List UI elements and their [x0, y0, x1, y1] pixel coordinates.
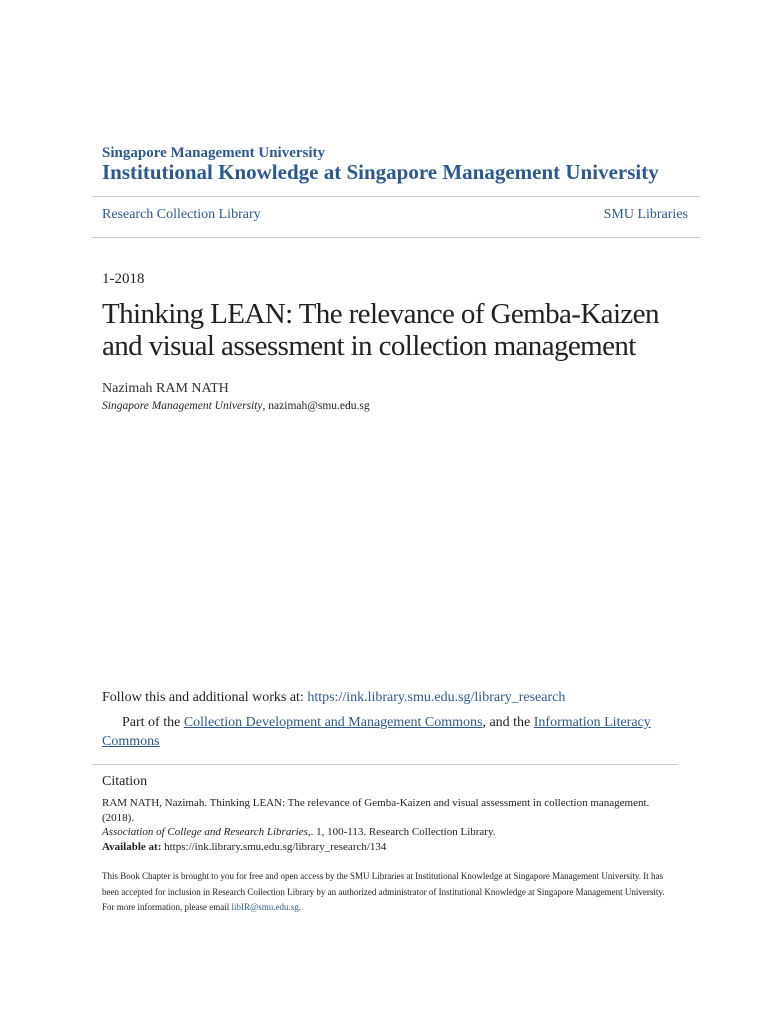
information-literacy-commons-link[interactable]: Information Literacy Commons: [102, 715, 651, 749]
author-affiliation: [102, 400, 370, 412]
paper-title: Thinking LEAN: The relevance of Gemba-Kaizen and visual assessment in collection management: [102, 298, 659, 362]
citation-journal: Association of College and Research Libraries,: [102, 826, 311, 838]
follow-line: [102, 690, 565, 706]
citation-line-2: . 1, 100-113. Research Collection Library.: [310, 826, 496, 838]
repository-name[interactable]: Institutional Knowledge at Singapore Management University: [102, 160, 659, 184]
citation-body: [102, 796, 672, 854]
citation-line-1: RAM NATH, Nazimah. Thinking LEAN: The relevance of Gemba-Kaizen and visual assessment in collection management. (2018).: [102, 797, 650, 824]
university-name[interactable]: Singapore Management University: [102, 145, 326, 161]
libraries-link[interactable]: SMU Libraries: [603, 207, 688, 222]
available-at-label: Available at:: [102, 840, 162, 853]
follow-prefix: Follow this and additional works at:: [102, 690, 308, 705]
footnote-email-link[interactable]: libIR@smu.edu.sg: [231, 902, 299, 912]
author-email: nazimah@smu.edu.sg: [268, 400, 370, 412]
footnote-text: This Book Chapter is brought to you for free and open access by the SMU Libraries at Institutional Knowledge at Singapore Management University. It has been accepted for inclusion in Research Collection Library by an authorized administrator of Institutional Knowledge at Singapore Management University. For more information, please email: [102, 871, 665, 912]
citation-url: https://ink.library.smu.edu.sg/library_research/134: [161, 840, 387, 853]
follow-url-link[interactable]: https://ink.library.smu.edu.sg/library_research: [307, 690, 566, 705]
author-name: Nazimah RAM NATH: [102, 381, 229, 396]
affiliation-separator: ,: [262, 400, 269, 412]
collection-commons-link[interactable]: Collection Development and Management Commons: [183, 715, 483, 730]
part-of-line: [102, 713, 667, 751]
part-of-middle: , and the: [482, 715, 534, 730]
header-divider-top: [92, 196, 700, 197]
publication-date: 1-2018: [102, 271, 145, 287]
citation-heading: Citation: [102, 774, 148, 789]
part-of-prefix: Part of the: [122, 715, 184, 730]
affiliation-name: Singapore Management University: [102, 400, 263, 412]
collection-link[interactable]: Research Collection Library: [102, 207, 261, 222]
header-divider-bottom: [92, 237, 700, 238]
citation-divider: [92, 764, 678, 765]
access-footnote: [102, 869, 677, 916]
footnote-end: .: [298, 902, 302, 912]
